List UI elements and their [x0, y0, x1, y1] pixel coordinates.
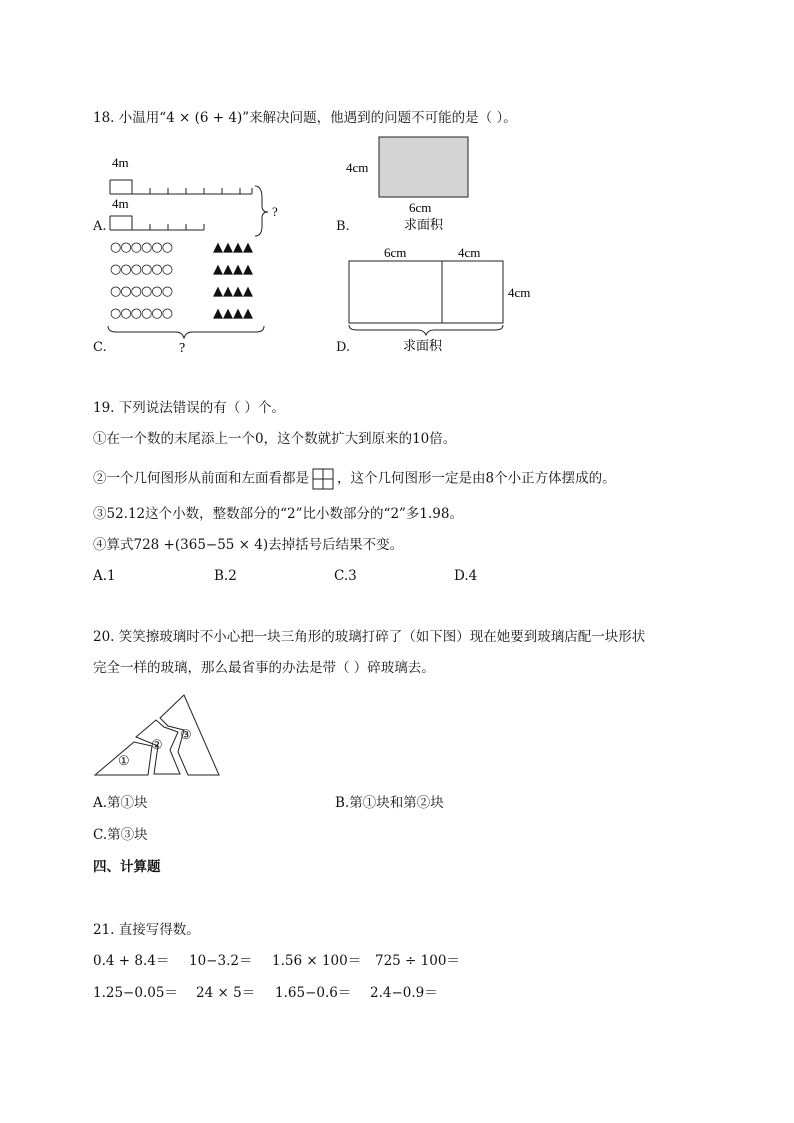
q21-row1-item1: 0.4 + 8.4＝	[93, 953, 170, 969]
q21-row2-item4: 2.4−0.9＝	[370, 985, 438, 1001]
fig-a-top-label: 4m	[112, 155, 129, 170]
q18-figure-d	[340, 240, 550, 355]
q19-option-c: C.3	[334, 568, 357, 584]
circle-row-4: ○○○○○○	[110, 306, 173, 321]
q20-broken-glass-figure	[92, 690, 232, 780]
fig-d-caption: 求面积	[403, 338, 443, 353]
q18-figure-c	[100, 238, 280, 353]
q20-option-a: A.第①块	[93, 795, 148, 811]
section-4-title: 四、计算题	[93, 859, 161, 875]
fig-d-height-label: 4cm	[508, 285, 531, 300]
q18-option-d: D.	[336, 340, 351, 355]
triangle-row-1: ▲▲▲▲	[213, 240, 253, 255]
q19-statement-2-part1: ②一个几何图形从前面和左面看都是	[93, 470, 309, 487]
circle-row-3: ○○○○○○	[110, 284, 173, 299]
triangle-row-2: ▲▲▲▲	[213, 262, 253, 277]
triangle-row-3: ▲▲▲▲	[213, 284, 253, 299]
fig-a-bottom-label: 4m	[112, 196, 129, 211]
q19-statement-3: ③52.12这个小数，整数部分的“2”比小数部分的“2”多1.98。	[93, 506, 463, 522]
fig-a-question: ?	[272, 204, 278, 219]
q19-statement-2-part2: ，这个几何图形一定是由8个小正方体摆成的。	[337, 470, 616, 487]
q20-stem-line2: 完全一样的玻璃，那么最省事的办法是带（ ）碎玻璃去。	[93, 660, 435, 676]
q21-row2-item1: 1.25−0.05＝	[93, 985, 178, 1001]
q18-option-b: B.	[336, 219, 350, 234]
triangle-row-4: ▲▲▲▲	[213, 306, 253, 321]
q19-statement-2	[93, 468, 616, 490]
q19-option-b: B.2	[214, 568, 237, 584]
q21-row1-item3: 1.56 × 100＝	[272, 953, 362, 969]
q19-option-a: A.1	[93, 568, 116, 584]
q21-row2-item3: 1.65−0.6＝	[275, 985, 352, 1001]
fig-b-width-label: 6cm	[409, 200, 432, 215]
fig-d-rectangle	[349, 261, 503, 323]
q19-stem: 19. 下列说法错误的有（ ）个。	[93, 400, 286, 416]
q21-row2-item2: 24 × 5＝	[196, 985, 256, 1001]
fig-b-rectangle	[379, 137, 468, 197]
fig-d-left-label: 6cm	[384, 245, 407, 260]
view-grid-icon	[312, 468, 334, 490]
glass-piece-2-label: ②	[151, 738, 163, 753]
fig-b-caption: 求面积	[404, 217, 444, 232]
q18-figure-a	[92, 150, 292, 240]
q19-statement-4: ④算式728 +(365−55 × 4)去掉括号后结果不变。	[93, 537, 404, 553]
fig-d-brace	[349, 325, 503, 335]
q18-stem: 18. 小温用“4 × (6 + 4)”来解决问题，他遇到的问题不可能的是（ ）。	[93, 110, 517, 126]
q21-row1-item4: 725 ÷ 100＝	[375, 953, 460, 969]
fig-c-question: ?	[179, 341, 186, 353]
circle-row-2: ○○○○○○	[110, 262, 173, 277]
fig-b-height-label: 4cm	[346, 160, 369, 175]
q21-stem: 21. 直接写得数。	[93, 922, 200, 938]
q20-option-b: B.第①块和第②块	[335, 795, 444, 811]
q19-option-d: D.4	[454, 568, 478, 584]
q18-figure-b	[340, 132, 490, 232]
q20-stem-line1: 20. 笑笑擦玻璃时不小心把一块三角形的玻璃打碎了（如下图）现在她要到玻璃店配一块形状	[93, 629, 646, 645]
fig-c-brace	[108, 326, 264, 338]
q21-row1-item2: 10−3.2＝	[189, 953, 253, 969]
glass-piece-1-label: ①	[118, 754, 130, 769]
fig-d-right-label: 4cm	[458, 245, 481, 260]
q18-option-a: A.	[93, 219, 107, 234]
q20-option-c: C.第③块	[93, 827, 148, 843]
q19-statement-1: ①在一个数的末尾添上一个0，这个数就扩大到原来的10倍。	[93, 431, 457, 447]
circle-row-1: ○○○○○○	[110, 240, 173, 255]
glass-piece-3-label: ③	[180, 728, 192, 743]
q18-option-c: C.	[93, 340, 107, 355]
